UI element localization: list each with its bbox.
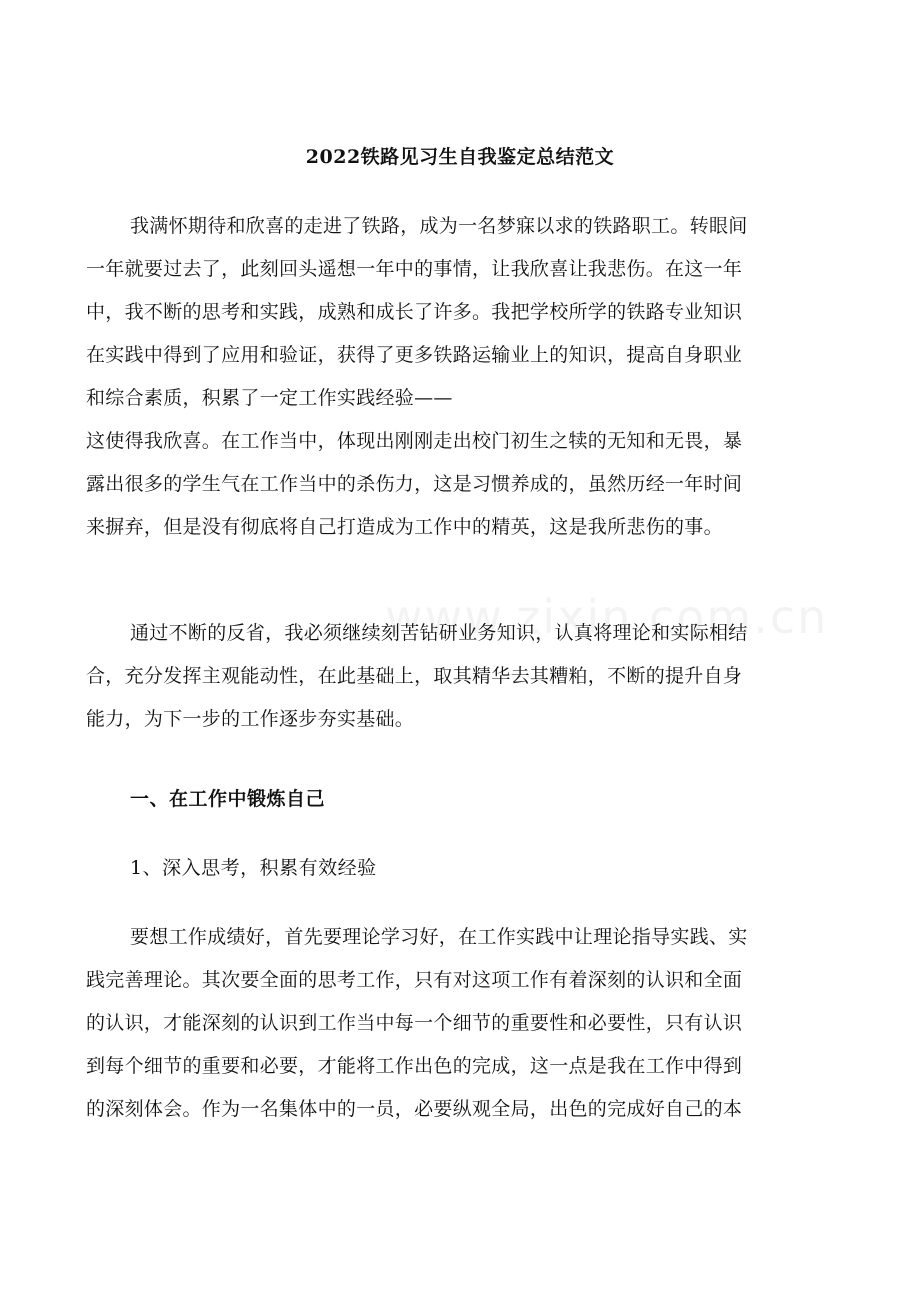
paragraph-line: 这使得我欣喜。在工作当中，体现出刚刚走出校门初生之犊的无知和无畏，暴 [86,430,743,452]
paragraph-line: 的深刻体会。作为一名集体中的一员，必要纵观全局，出色的完成好自己的本 [86,1098,743,1120]
paragraph-line: 的认识，才能深刻的认识到工作当中每一个细节的重要性和必要性，只有认识 [86,1012,743,1034]
paragraph-line: 中，我不断的思考和实践，成熟和成长了许多。我把学校所学的铁路专业知识 [86,301,743,323]
paragraph-line: 要想工作成绩好，首先要理论学习好，在工作实践中让理论指导实践、实 [130,926,748,948]
paragraph-3 [86,916,834,1131]
subsection-heading: 1、深入思考，积累有效经验 [130,857,377,879]
paragraph-line: 合，充分发挥主观能动性，在此基础上，取其精华去其糟粕，不断的提升自身 [86,665,743,687]
paragraph-line: 和综合素质，积累了一定工作实践经验—— [86,387,453,409]
paragraph-line: 一年就要过去了，此刻回头遥想一年中的事情，让我欣喜让我悲伤。在这一年 [86,258,743,280]
paragraph-line: 在实践中得到了应用和验证，获得了更多铁路运输业上的知识，提高自身职业 [86,344,743,366]
document-title: 2022铁路见习生自我鉴定总结范文 [305,146,615,168]
paragraph-line: 通过不断的反省，我必须继续刻苦钻研业务知识，认真将理论和实际相结 [130,622,748,644]
paragraph-line: 践完善理论。其次要全面的思考工作，只有对这项工作有着深刻的认识和全面 [86,969,743,991]
paragraph-line: 我满怀期待和欣喜的走进了铁路，成为一名梦寐以求的铁路职工。转眼间 [130,215,748,237]
paragraph-line: 能力，为下一步的工作逐步夯实基础。 [86,708,415,730]
section-heading: 一、在工作中锻炼自己 [130,788,326,810]
paragraph-line: 来摒弃，但是没有彻底将自己打造成为工作中的精英，这是我所悲伤的事。 [86,516,723,538]
paragraph-line: 露出很多的学生气在工作当中的杀伤力，这是习惯养成的，虽然历经一年时间 [86,473,743,495]
paragraph-2 [86,612,834,741]
paragraph-line: 到每个细节的重要和必要，才能将工作出色的完成，这一点是我在工作中得到 [86,1055,743,1077]
paragraph-1 [86,205,834,549]
